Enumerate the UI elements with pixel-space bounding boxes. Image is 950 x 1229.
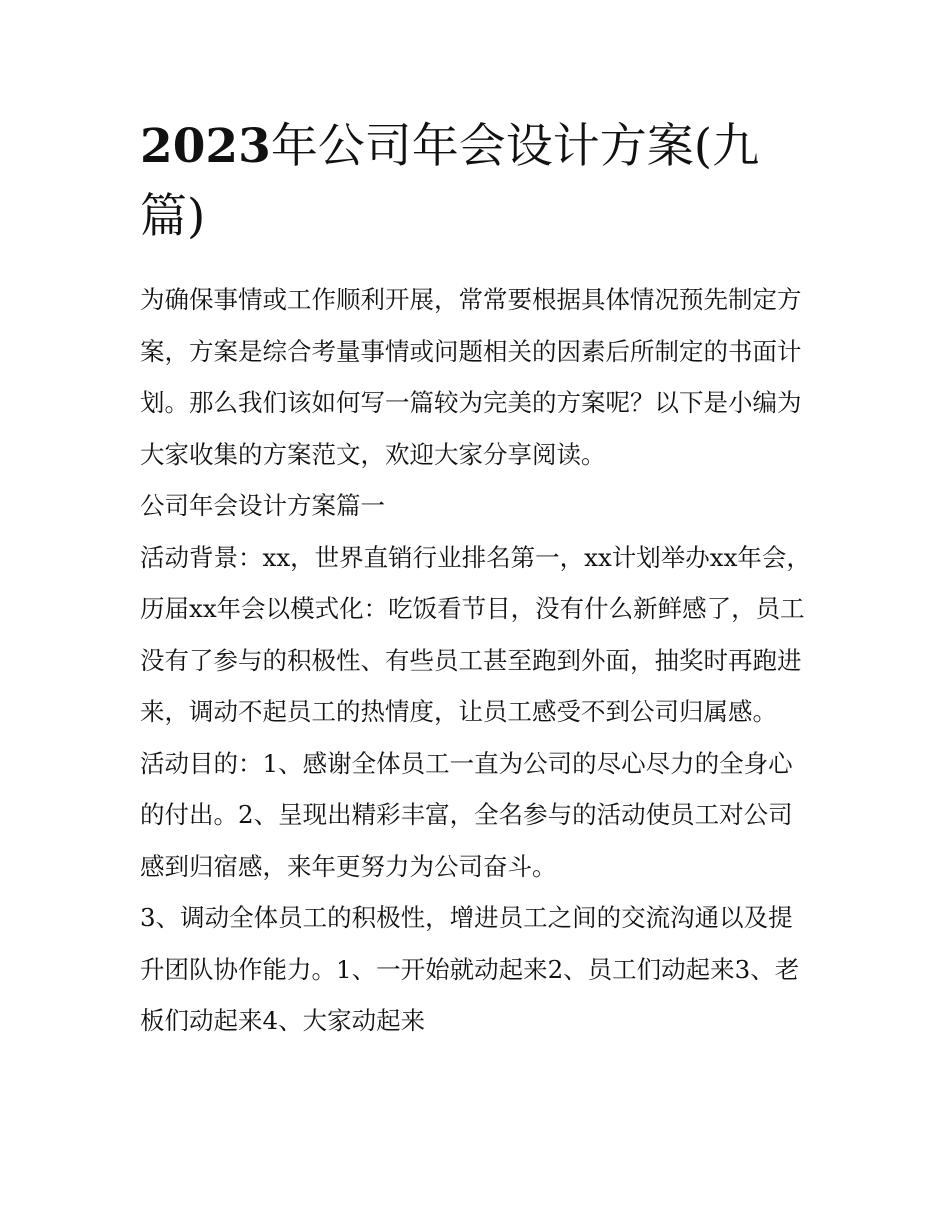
- title-text: 年公司年会设计方案(九篇): [140, 119, 760, 244]
- point3-paragraph: 3、调动全体员工的积极性，增进员工之间的交流沟通以及提升团队协作能力。1、一开始就动起来2、员工们动起来3、老板们动起来4、大家动起来: [140, 903, 800, 1035]
- section-heading: 公司年会设计方案篇一: [140, 491, 385, 520]
- document-page: [140, 112, 815, 1047]
- background-paragraph: 活动背景：xx，世界直销行业排名第一，xx计划举办xx年会，历届xx年会以模式化：吃饭看节目，没有什么新鲜感了，员工没有了参与的积极性、有些员工甚至跑到外面，抽奖时再跑进来，调动不起员工的热情度，让员工感受不到公司归属感。: [140, 542, 811, 726]
- document-title: [140, 112, 815, 252]
- intro-paragraph: 为确保事情或工作顺利开展，常常要根据具体情况预先制定方案，方案是综合考量事情或问题相关的因素后所制定的书面计划。那么我们该如何写一篇较为完美的方案呢？以下是小编为大家收集的方案范文，欢迎大家分享阅读。: [140, 285, 802, 469]
- purpose-paragraph: 活动目的：1、感谢全体员工一直为公司的尽心尽力的全身心的付出。2、呈现出精彩丰富，全名参与的活动使员工对公司感到归宿感，来年更努力为公司奋斗。: [140, 748, 793, 881]
- title-year: 2023: [140, 119, 271, 174]
